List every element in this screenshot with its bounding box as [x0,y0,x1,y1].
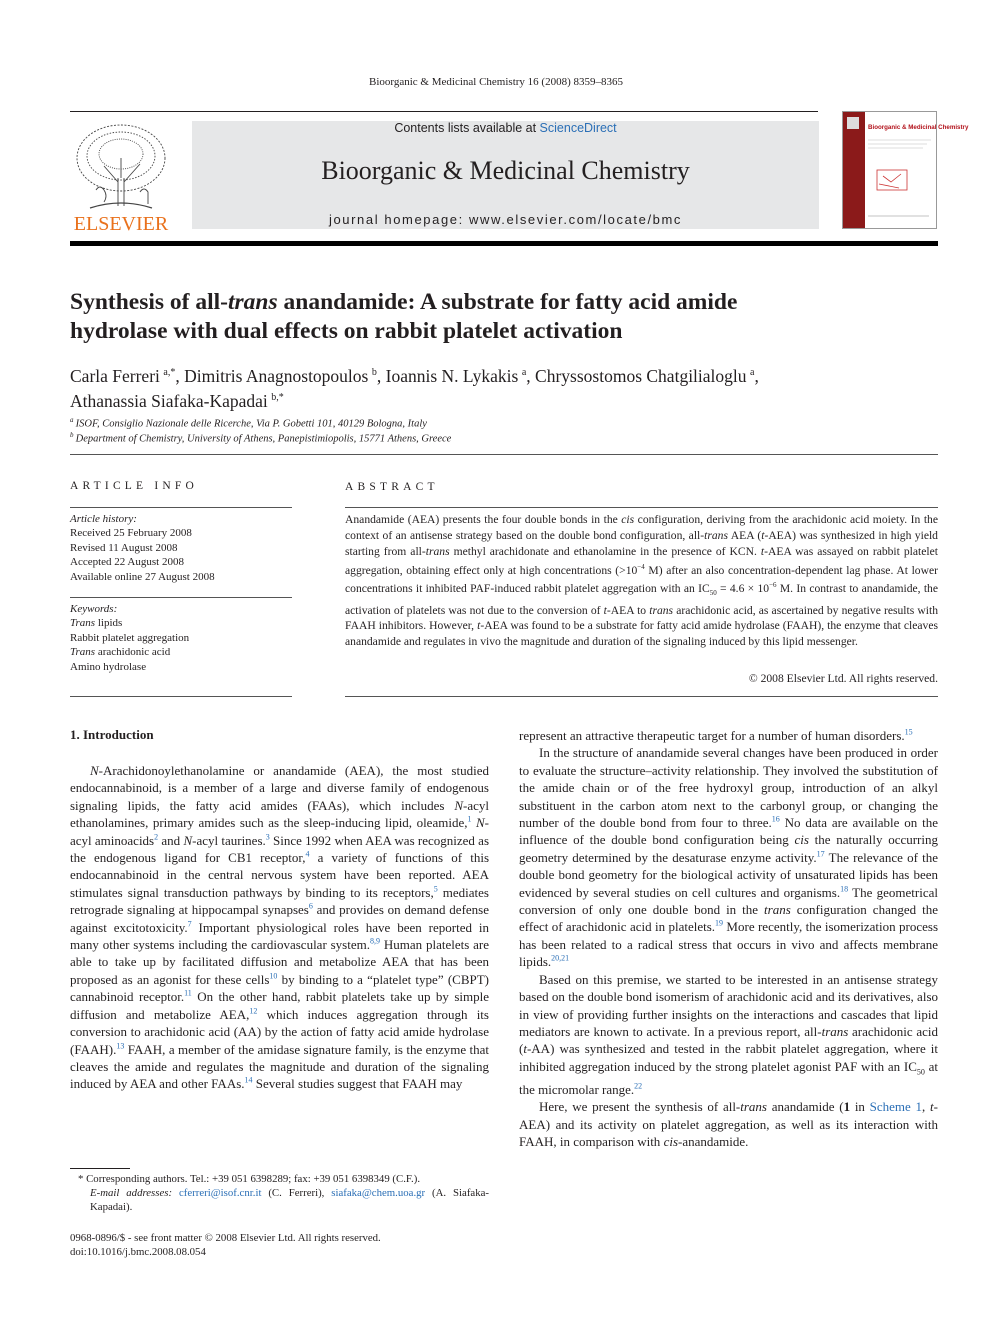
divider [345,696,938,697]
email-link[interactable]: cferreri@isof.cnr.it [178,1187,262,1199]
author: Carla Ferreri $^{a,*}$, [70,365,185,386]
abstract-heading: ABSTRACT [345,481,439,493]
elsevier-logo [70,118,172,236]
cover-title: Bioorganic & Medicinal Chemistry [868,124,969,131]
affiliation-a: $^a$ ISOF, Consiglio Nazionale delle Ricerche, Via P. Gobetti 101, 40129 Bologna, Italy [70,416,427,430]
paragraph: In the structure of anandamide several changes have been produced in order to evaluate the structure–activity relationship. They involved the substitution of the amide chain or of the free hydroxyl group, introduction of an alkyl substituent in the carbon atom next to the carbonyl group, or changing the number of the double bond from four to three.$^{16}$ No data are available on the influence of the double bond configuration being cis the naturally occurring geometry determined by the desaturase enzyme activity.$^{17}$ The relevance of the double bond geometry for the biological activity of unsaturated lipids has been evidenced by several studies on cell cultures and organisms.$^{18}$ The geometrical conversion of only one double bond in the trans configuration changed the effect of arachidonic acid in platelets.$^{19}$ More recently, the isomerization process has been related to a radical stress that occurs in vivo and affects membrane lipids.$^{20,21}$ [519,745,938,970]
journal-title: Bioorganic & Medicinal Chemistry [321,156,690,185]
abstract-text: Anandamide (AEA) presents the four double bonds in the cis configuration, deriving from the arachidonic acid moiety. In the context of an antisense strategy based on the double bond configuration, all-trans AEA (t-AEA) was synthesized in high yield starting from all-trans methyl arachidonate and ethanolamine in the presence of KCN. t-AEA was assayed on rabbit platelet aggregation, obtaining effect only at high concentrations ($>10^{-4}$ M) after an also concentration-dependent lag phase. At lower concentrations it inhibited PAF-induced rabbit platelet aggregation with an $IC_{50} = 4.6 \times 10^{-6}$ M. In contrast to anandamide, the activation of platelets was not due to the conversion of t-AEA to trans arachidonic acid, as ascertained by negative results with FAAH inhibitors. However, t-AEA was found to be a substrate for fatty acid amide hydrolase (FAAH), the enzyme that cleaves anandamide and regulates in vivo the magnitude and duration of the signaling induced by this lipid messenger. [345,513,939,649]
elsevier-wordmark: ELSEVIER [73,213,169,235]
title-line-2: hydrolase with dual effects on rabbit platelet activation [70,318,623,344]
divider [70,597,292,598]
paragraph: represent an attractive therapeutic target for a number of human disorders.$^{15}$ [519,727,913,743]
scheme-link[interactable]: Scheme 1 [869,1099,923,1115]
keyword: Trans lipids [70,617,123,630]
keyword: Rabbit platelet aggregation [70,631,190,644]
history-accepted: Accepted 22 August 2008 [70,556,184,569]
cover-thumbnail-icon [843,112,969,228]
keyword: Amino hydrolase [70,660,147,673]
elsevier-tree-icon [70,118,172,236]
history-online: Available online 27 August 2008 [70,570,215,583]
divider [70,696,292,697]
divider [70,454,938,455]
front-matter [70,1231,490,1259]
journal-homepage[interactable]: journal homepage: www.elsevier.com/locate/bmc [328,212,683,227]
email-note: E-mail addresses: cferreri@isof.cnr.it (C. Ferreri), siafaka@chem.uoa.gr (A. Siafaka-Kapadai). [90,1187,489,1213]
article-title [70,288,870,346]
header-rule [70,111,818,112]
corresponding-author-note: * Corresponding authors. Tel.: +39 051 6398289; fax: +39 051 6398349 (C.F.). [78,1173,421,1185]
divider [345,507,938,508]
paragraph: Here, we present the synthesis of all-trans anandamide (1 in Scheme 1, t-AEA) and its activity on platelet aggregation, as well as its interaction with FAAH, in comparison with cis-anandamide. [519,1099,938,1149]
history-label: Article history: [70,513,137,525]
contents-prefix: Contents lists available at [394,121,540,135]
affiliation-b: $^b$ Department of Chemistry, University of Athens, Panepistimiopolis, 15771 Athens, Greece [70,431,452,445]
author-list [70,362,930,412]
running-header: Bioorganic & Medicinal Chemistry 16 (2008) 8359–8365 [369,76,623,88]
footnotes [70,1172,489,1214]
abstract-copyright: © 2008 Elsevier Ltd. All rights reserved. [748,672,938,685]
body-column-left [70,762,489,1093]
history-revised: Revised 11 August 2008 [70,541,178,554]
doi-line[interactable]: doi:10.1016/j.bmc.2008.08.054 [70,1246,206,1258]
title-line-1: Synthesis of all-trans anandamide: A substrate for fatty acid amide [70,289,738,315]
article-info-heading: ARTICLE INFO [70,480,198,492]
author: Dimitris Anagnostopoulos $^b$, [184,365,386,386]
footnote-rule [70,1168,130,1169]
author: Athanassia Siafaka-Kapadai $^{b,*}$ [70,390,284,411]
issn-line: 0968-0896/$ - see front matter © 2008 Elsevier Ltd. All rights reserved. [70,1232,381,1244]
section-heading-introduction: 1. Introduction [70,727,154,742]
keyword: Trans arachidonic acid [70,646,171,659]
journal-cover [842,111,969,229]
author: Ioannis N. Lykakis $^a$, [385,365,536,386]
body-column-right [519,727,938,1150]
keywords [70,602,292,674]
email-link[interactable]: siafaka@chem.uoa.gr [331,1187,426,1199]
keywords-label: Keywords: [70,603,118,615]
paragraph: Based on this premise, we started to be interested in an antisense strategy based on the double bond isomerism of arachidonic acid and its derivatives, also in view of providing further insights on the interactions and cascades that lipid mediators are known to activate. In a previous report, all-trans arachidonic acid (t-AA) was synthesized and tested in the rabbit platelet aggregation, where it inhibited aggregation induced by the strong platelet agonist PAF with an $IC_{50}$ at the micromolar range.$^{22}$ [519,971,938,1097]
article-history [70,512,292,584]
contents-line [192,121,819,135]
author: Chryssostomos Chatgilialoglu $^a$, [535,365,759,386]
sciencedirect-link[interactable]: ScienceDirect [539,121,617,135]
divider [70,507,292,508]
header-thick-rule [70,241,938,246]
history-received: Received 25 February 2008 [70,527,192,540]
paragraph: N-Arachidonoylethanolamine or anandamide (AEA), the most studied endocannabinoid, is a member of a large and diverse family of endogenous signaling lipids, the fatty acid amides (FAAs), which includes N-acyl ethanolamines, primary amides such as the sleep-inducing lipid, oleamide,$^1$ N-acyl aminoacids$^2$ and N-acyl taurines.$^3$ Since 1992 when AEA was recognized as the endogenous ligand for CB1 receptor,$^4$ a variety of functions of this endocannabinoid in the central nervous system have been reported. AEA stimulates signal transduction pathways by binding to its receptors,$^5$ mediates retrograde signaling at hippocampal synapses$^6$ and provides on demand defense against excitotoxicity.$^7$ Important physiological roles have been reported in many other systems including the cardiovascular system.$^{8,9}$ Human platelets are able to take up by facilitated diffusion and metabolize AEA that has been proposed as an agonist for these cells$^{10}$ by binding to a “platelet type” (CBPT) cannabinoid receptor.$^{11}$ On the other hand, rabbit platelets take up by simple diffusion and metabolize AEA,$^{12}$ which induces aggregation through its conversion to arachidonic acid (AA) by the action of fatty acid amide hydrolase (FAAH).$^{13}$ FAAH, a member of the amidase signature family, is the enzyme that cleaves the amide and regulates the magnitude and duration of the signaling induced by AEA and other FAAs.$^{14}$ Several studies suggest that FAAH may [70,763,490,1092]
